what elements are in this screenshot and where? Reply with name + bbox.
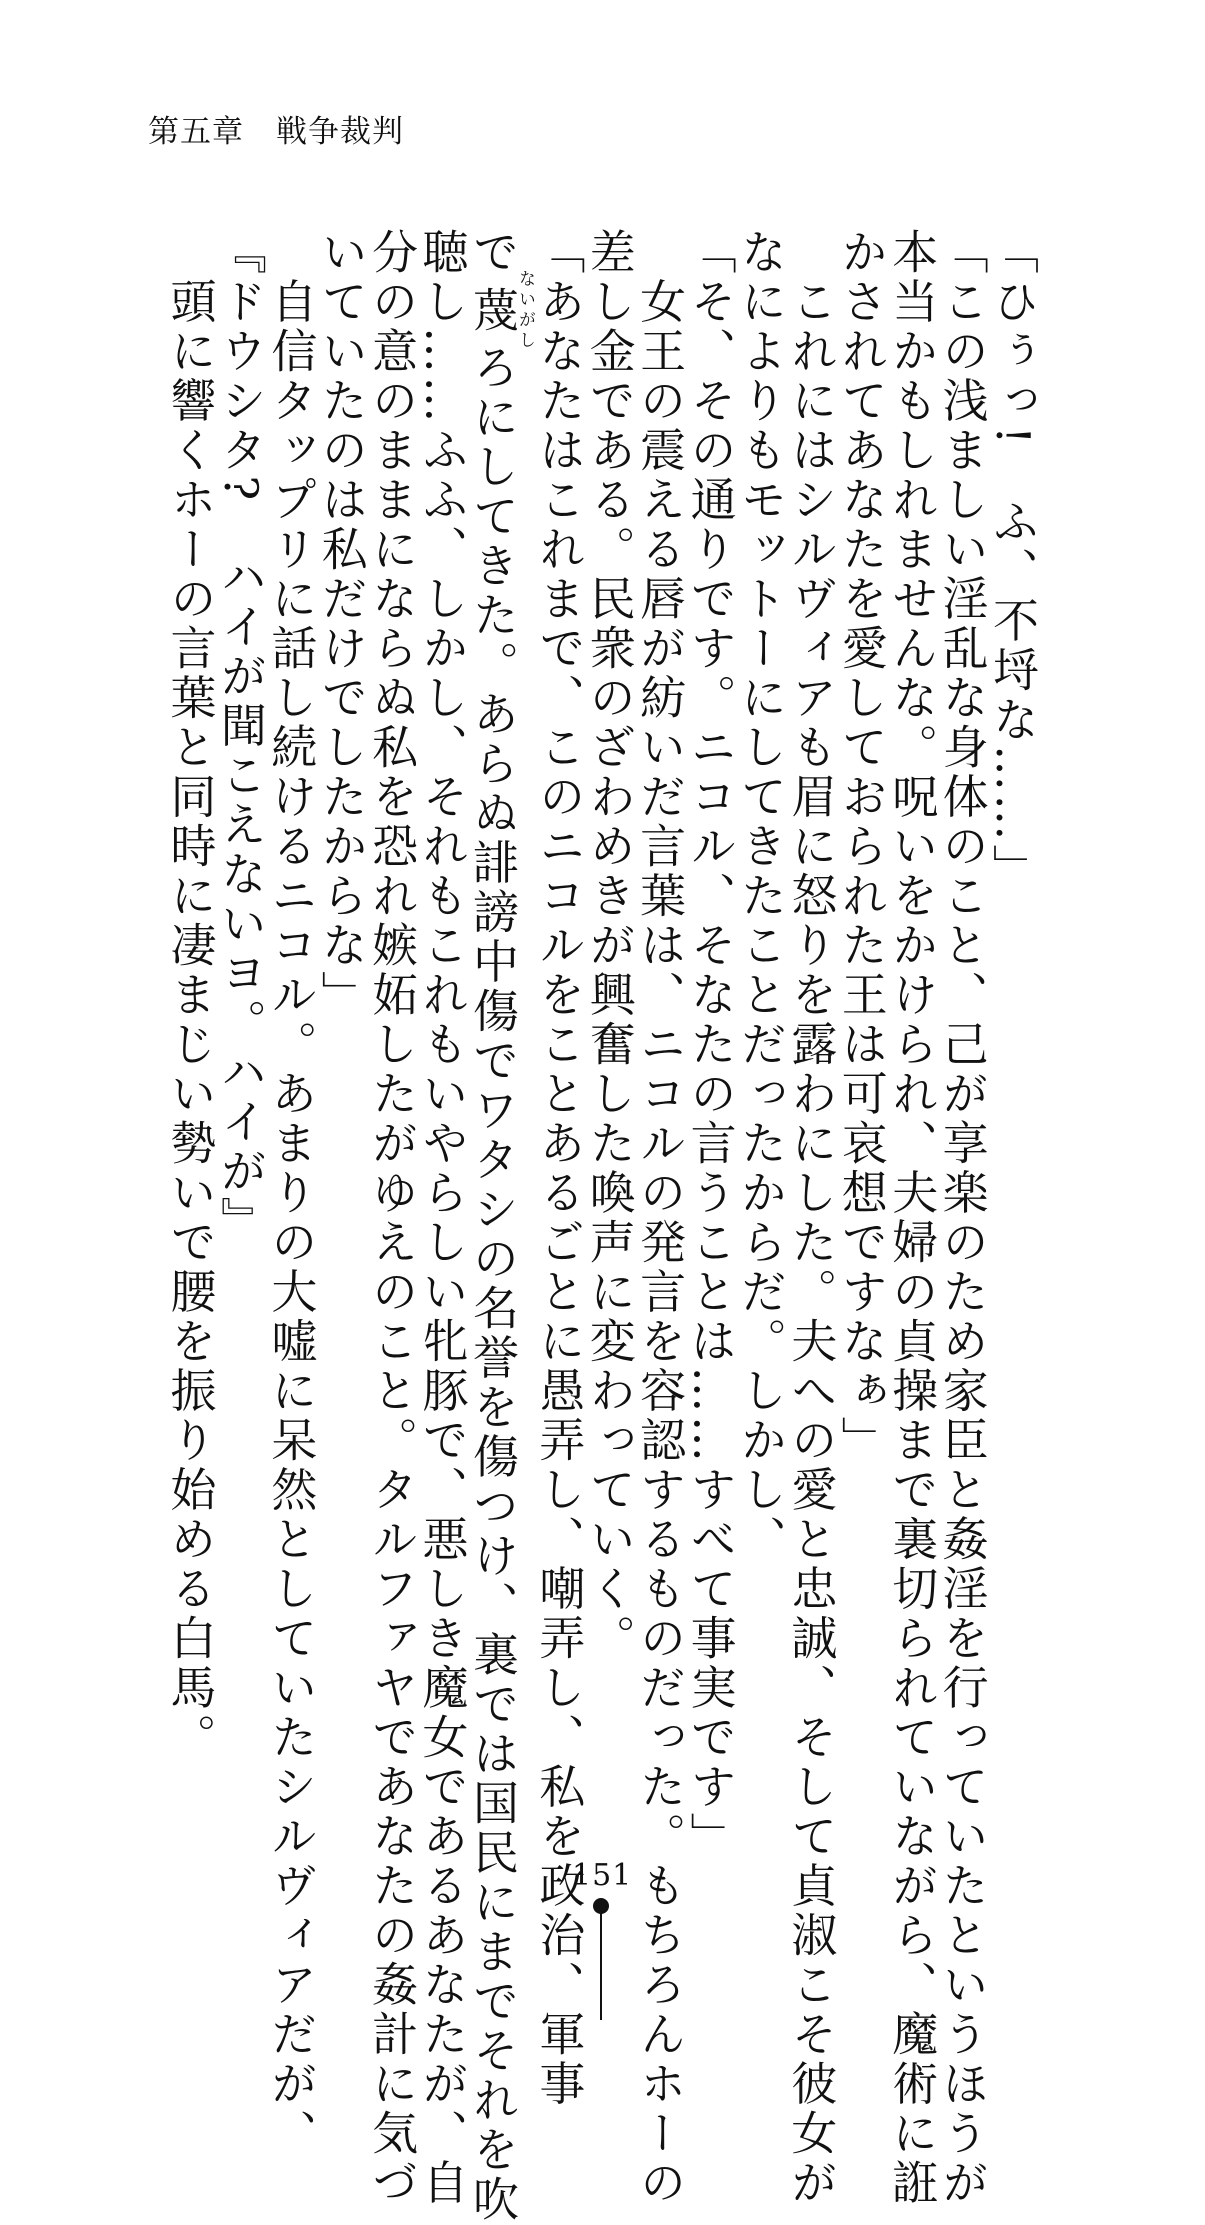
paragraph: 本当かもしれませんな。呪いをかけられ、夫婦の貞操まで裏切られていながら、魔術に誑 bbox=[885, 228, 940, 2208]
paragraph: 女王の震える唇が紡いだ言葉は、ニコルの発言を容認するものだった。もちろんホーの bbox=[633, 228, 688, 2208]
paragraph: 自信タップリに話し続けるニコル。あまりの大嘘に呆然としていたシルヴィアだが、 bbox=[264, 228, 319, 2159]
paragraph: 『ドウシタ? ハイが聞こえないヨ。ハイが』 bbox=[213, 228, 268, 1247]
paragraph: 差し金である。民衆のざわめきが興奮した喚声に変わっていく。 bbox=[582, 228, 637, 1664]
chapter-header: 第五章 戦争裁判 bbox=[148, 114, 404, 150]
paragraph-with-ruby: で蔑ないがしろにしてきた。あらぬ誹謗中傷でワタシの名誉を傷つけ、裏では国民にまでそれを吹 bbox=[465, 228, 535, 2225]
ruby-word: 蔑ないがし bbox=[465, 269, 535, 352]
ruby-reading: ないがし bbox=[514, 269, 535, 352]
paragraph: これにはシルヴィアも眉に怒りを露わにした。夫への愛と忠誠、そして貞淑こそ彼女が bbox=[784, 228, 839, 2208]
paragraph: なによりもモットーにしてきたことだったからだ。しかし、 bbox=[733, 228, 788, 1565]
paragraph: 「そ、その通りです。ニコル、そなたの言うことは……すべて事実です」 bbox=[683, 228, 738, 1862]
paragraph: 分の意のままにならぬ私を恐れ嫉妬したがゆえのこと。タルファヤであなたの姦計に気づ bbox=[365, 228, 420, 2208]
paragraph: いていたのは私だけでしたからな」 bbox=[314, 228, 369, 1020]
page-number: 151 bbox=[572, 1858, 633, 1893]
paragraph: 頭に響くホーの言葉と同時に凄まじい勢いで腰を振り始める白馬。 bbox=[163, 228, 218, 1763]
paragraph: 聴し……ふふ、しかし、それもこれもいやらしい牝豚で、悪しき魔女であるあなたが、自 bbox=[415, 228, 470, 2208]
paragraph: 「あなたはこれまで、このニコルをことあるごとに愚弄し、嘲弄し、私を政治、軍事 bbox=[532, 228, 587, 2109]
paragraph: 「この浅ましい淫乱な身体のこと、己が享楽のため家臣と姦淫を行っていたというほうが bbox=[935, 228, 990, 2208]
paragraph: かされてあなたを愛しておられた王は可哀想ですなぁ」 bbox=[834, 228, 889, 1466]
paragraph: 「ひぅっ! ふ、不埒な……」 bbox=[986, 228, 1040, 894]
page-marker-line bbox=[600, 1912, 602, 2020]
